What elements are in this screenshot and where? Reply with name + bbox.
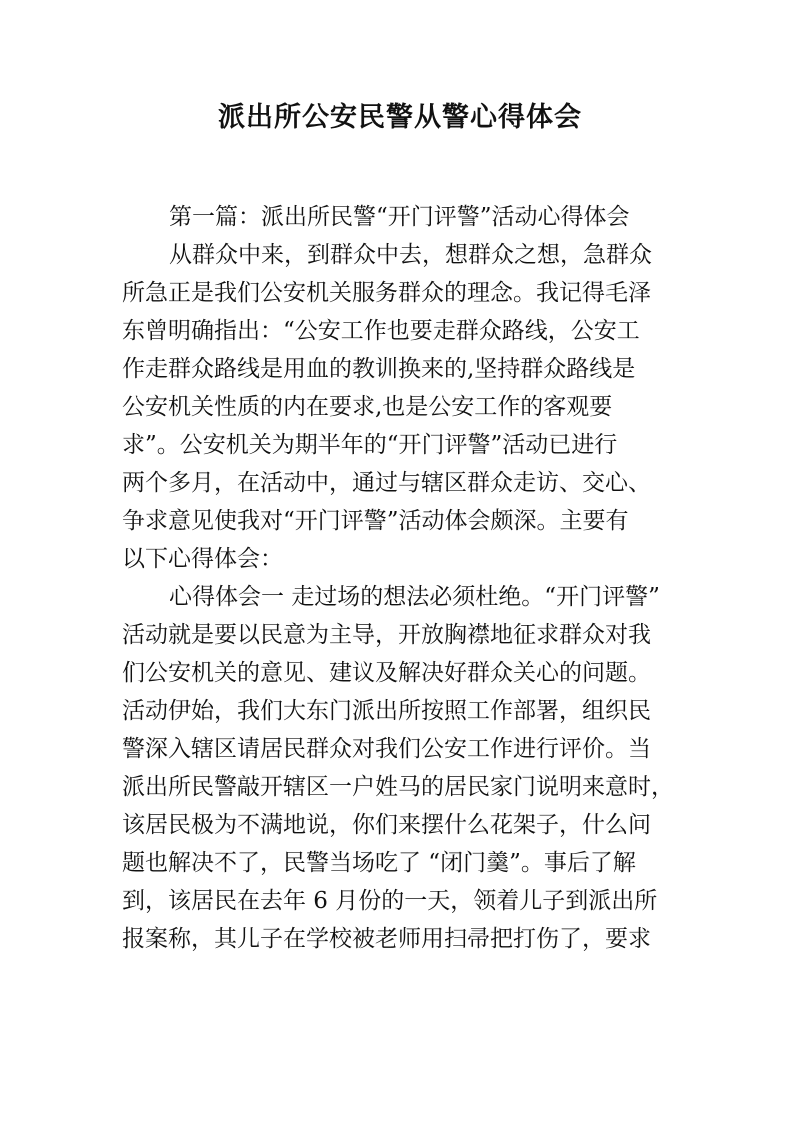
paragraph-line: 警深入辖区请居民群众对我们公安工作进行评价。当 [122,736,651,762]
paragraph-line: 报案称，其儿子在学校被老师用扫帚把打伤了，要求 [122,926,651,952]
paragraph-line: 作走群众路线是用血的教训换来的,坚持群众路线是 [122,356,636,382]
document-body [122,198,682,958]
paragraph-line: 派出所民警敲开辖区一户姓马的居民家门说明来意时， [122,774,674,800]
paragraph-line: 两个多月，在活动中，通过与辖区群众走访、交心、 [122,470,651,496]
paragraph-line: 心得体会一 走过场的想法必须杜绝。“开门评警” [169,584,660,610]
paragraph-line: 活动就是要以民意为主导，开放胸襟地征求群众对我 [122,622,651,648]
paragraph-line: 求”。公安机关为期半年的“开门评警”活动已进行 [122,432,618,458]
paragraph-line: 东曾明确指出：“公安工作也要走群众路线，公安工 [122,318,640,344]
paragraph-line: 争求意见使我对“开门评警”活动体会颇深。主要有 [122,508,629,534]
paragraph-line: 以下心得体会： [122,546,283,572]
paragraph-line: 题也解决不了，民警当场吃了 “闭门羹”。事后了解 [122,850,636,876]
paragraph-line: 所急正是我们公安机关服务群众的理念。我记得毛泽 [122,280,651,306]
paragraph-line: 们公安机关的意见、建议及解决好群众关心的问题。 [122,660,651,686]
paragraph-line: 第一篇：派出所民警“开门评警”活动心得体会 [169,204,630,230]
paragraph-line: 公安机关性质的内在要求,也是公安工作的客观要 [122,394,613,420]
paragraph-line: 到，该居民在去年 6 月份的一天，领着儿子到派出所 [122,888,658,914]
paragraph-line: 该居民极为不满地说，你们来摆什么花架子，什么问 [122,812,651,838]
document-title: 派出所公安民警从警心得体会 [218,102,582,133]
paragraph-line: 从群众中来，到群众中去，想群众之想，急群众 [169,242,652,268]
paragraph-line: 活动伊始，我们大东门派出所按照工作部署，组织民 [122,698,651,724]
